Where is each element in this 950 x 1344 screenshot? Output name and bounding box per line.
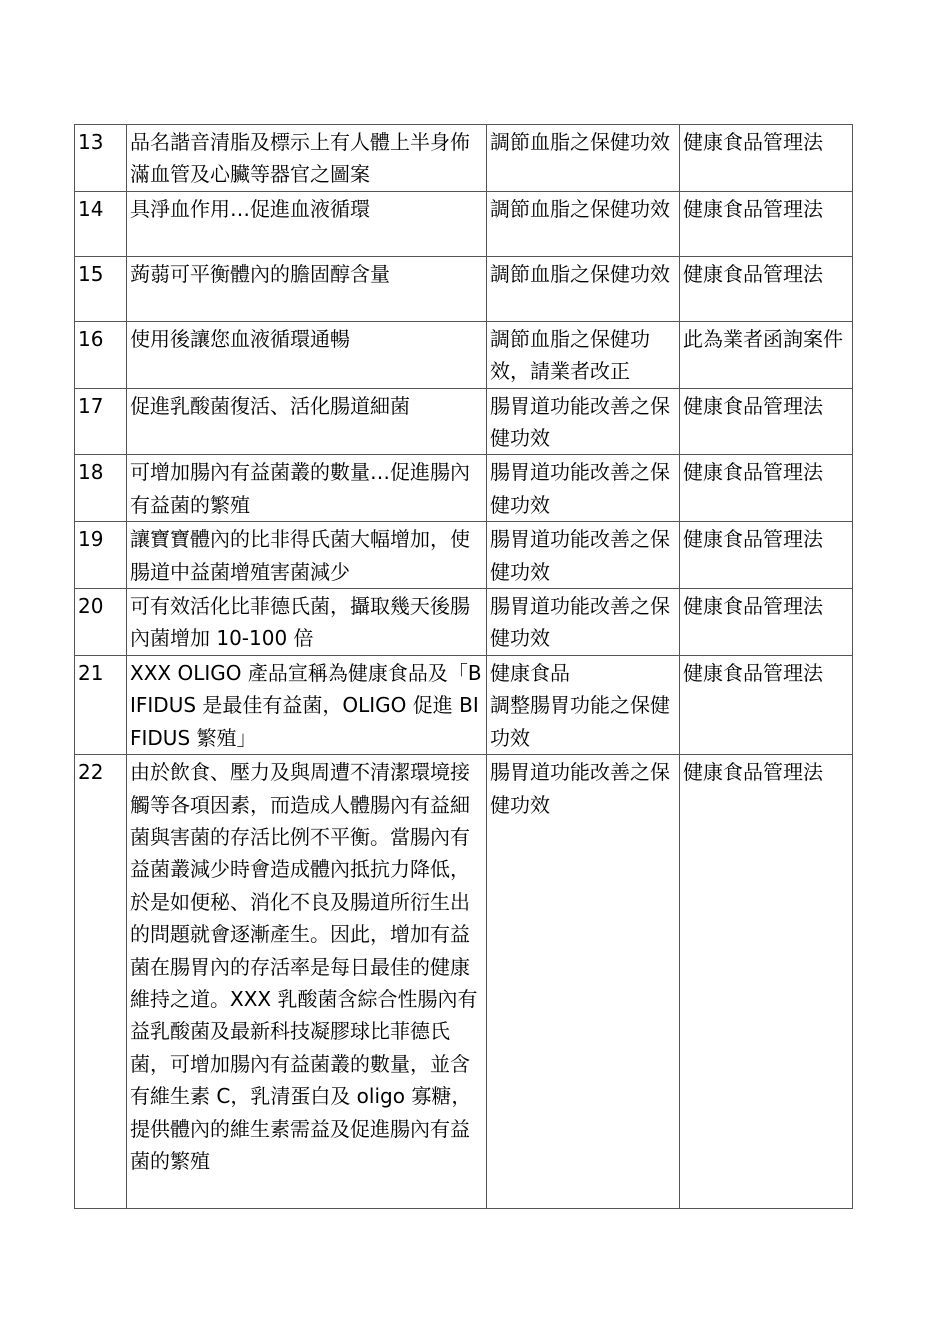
table-row bbox=[75, 655, 853, 754]
row-number: 14 bbox=[75, 191, 127, 256]
applicable-law: 健康食品管理法 bbox=[680, 755, 853, 1209]
row-number: 18 bbox=[75, 455, 127, 522]
row-number: 21 bbox=[75, 655, 127, 754]
claim-category: 調節血脂之保健功效 bbox=[487, 191, 680, 256]
applicable-law: 此為業者函詢案件 bbox=[680, 321, 853, 388]
claim-category: 腸胃道功能改善之保健功效 bbox=[487, 589, 680, 656]
claim-text: 蒟蒻可平衡體內的膽固醇含量 bbox=[127, 256, 487, 321]
claim-text: 使用後讓您血液循環通暢 bbox=[127, 321, 487, 388]
table-row bbox=[75, 256, 853, 321]
claim-text: 由於飲食、壓力及與周遭不清潔環境接觸等各項因素，而造成人體腸內有益細菌與害菌的存活比例不平衡。當腸內有益菌叢減少時會造成體內抵抗力降低，於是如便秘、消化不良及腸道所衍生出的問題就會逐漸產生。因此，增加有益菌在腸胃內的存活率是每日最佳的健康維持之道。XXX 乳酸菌含綜合性腸內有益乳酸菌及最新科技凝膠球比菲德氏菌，可增加腸內有益菌叢的數量，並含有維生素 C，乳清蛋白及 oligo 寡糖，提供體內的維生素需益及促進腸內有益菌的繁殖 bbox=[127, 755, 487, 1209]
applicable-law: 健康食品管理法 bbox=[680, 522, 853, 589]
table-row bbox=[75, 589, 853, 656]
claim-category: 腸胃道功能改善之保健功效 bbox=[487, 522, 680, 589]
claim-text: 品名諧音清脂及標示上有人體上半身佈滿血管及心臟等器官之圖案 bbox=[127, 125, 487, 192]
claim-category: 調節血脂之保健功效 bbox=[487, 125, 680, 192]
table-row bbox=[75, 191, 853, 256]
applicable-law: 健康食品管理法 bbox=[680, 388, 853, 455]
row-number: 17 bbox=[75, 388, 127, 455]
row-number: 15 bbox=[75, 256, 127, 321]
table-row bbox=[75, 321, 853, 388]
claim-text: 可增加腸內有益菌叢的數量…促進腸內有益菌的繁殖 bbox=[127, 455, 487, 522]
claim-text: 可有效活化比菲德氏菌，攝取幾天後腸內菌增加 10-100 倍 bbox=[127, 589, 487, 656]
claim-text: 促進乳酸菌復活、活化腸道細菌 bbox=[127, 388, 487, 455]
row-number: 22 bbox=[75, 755, 127, 1209]
claim-category: 調節血脂之保健功效，請業者改正 bbox=[487, 321, 680, 388]
claim-category: 腸胃道功能改善之保健功效 bbox=[487, 388, 680, 455]
applicable-law: 健康食品管理法 bbox=[680, 655, 853, 754]
table-row bbox=[75, 388, 853, 455]
row-number: 13 bbox=[75, 125, 127, 192]
table-row bbox=[75, 522, 853, 589]
claim-category-line: 健康食品 bbox=[490, 660, 570, 685]
claim-category-line: 調整腸胃功能之保健功效 bbox=[490, 693, 670, 750]
applicable-law: 健康食品管理法 bbox=[680, 455, 853, 522]
claim-text: 讓寶寶體內的比非得氏菌大幅增加，使腸道中益菌增殖害菌減少 bbox=[127, 522, 487, 589]
claim-category: 腸胃道功能改善之保健功效 bbox=[487, 755, 680, 1209]
applicable-law: 健康食品管理法 bbox=[680, 256, 853, 321]
table-row bbox=[75, 125, 853, 192]
claim-category bbox=[487, 655, 680, 754]
claim-category: 腸胃道功能改善之保健功效 bbox=[487, 455, 680, 522]
claim-text: 具淨血作用…促進血液循環 bbox=[127, 191, 487, 256]
row-number: 19 bbox=[75, 522, 127, 589]
row-number: 16 bbox=[75, 321, 127, 388]
applicable-law: 健康食品管理法 bbox=[680, 589, 853, 656]
claims-table bbox=[74, 124, 853, 1209]
table-row bbox=[75, 455, 853, 522]
row-number: 20 bbox=[75, 589, 127, 656]
claim-text: XXX OLIGO 產品宣稱為健康食品及「BIFIDUS 是最佳有益菌，OLIGO 促進 BIFIDUS 繁殖」 bbox=[127, 655, 487, 754]
applicable-law: 健康食品管理法 bbox=[680, 125, 853, 192]
applicable-law: 健康食品管理法 bbox=[680, 191, 853, 256]
table-row bbox=[75, 755, 853, 1209]
claim-category: 調節血脂之保健功效 bbox=[487, 256, 680, 321]
